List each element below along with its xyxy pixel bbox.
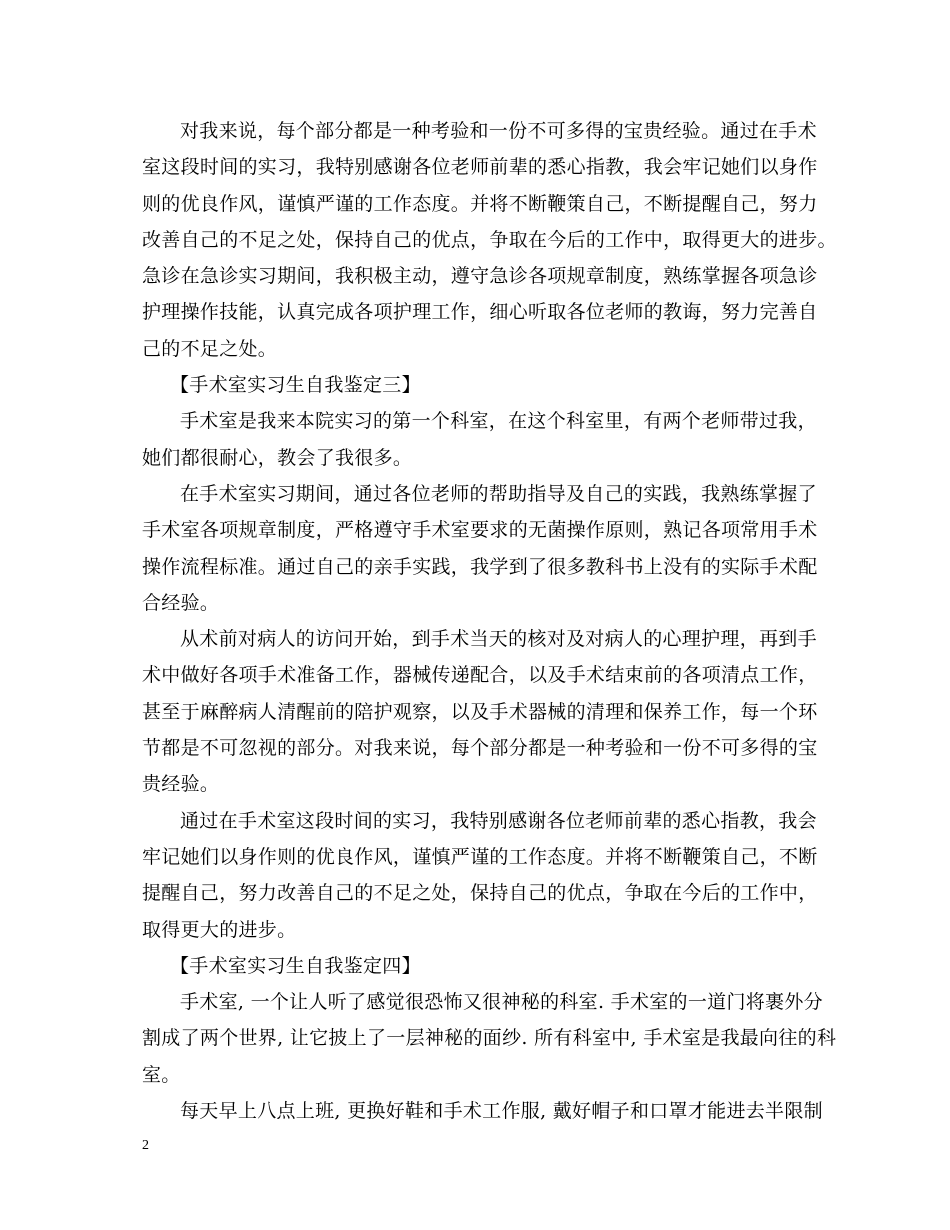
text-line: 手术室, 一个让人听了感觉很恐怖又很神秘的科室. 手术室的一道门将裹外分 — [180, 991, 823, 1014]
text-line: 每天早上八点上班, 更换好鞋和手术工作服, 戴好帽子和口罩才能进去半限制 — [180, 1100, 823, 1123]
text-line: 室这段时间的实习，我特别感谢各位老师前辈的悉心指教，我会牢记她们以身作 — [142, 156, 818, 179]
text-line: 手术室是我来本院实习的第一个科室，在这个科室里，有两个老师带过我， — [180, 410, 817, 433]
text-line: 合经验。 — [142, 591, 220, 614]
text-line: 护理操作技能，认真完成各项护理工作，细心听取各位老师的教诲，努力完善自 — [142, 301, 818, 324]
section-heading: 【手术室实习生自我鉴定四】 — [170, 954, 421, 977]
text-line: 对我来说，每个部分都是一种考验和一份不可多得的宝贵经验。通过在手术 — [180, 120, 817, 142]
text-line: 急诊在急诊实习期间，我积极主动，遵守急诊各项规章制度，熟练掌握各项急诊 — [142, 265, 818, 288]
text-line: 室。 — [142, 1063, 181, 1086]
text-line: 甚至于麻醉病人清醒前的陪护观察，以及手术器械的清理和保养工作，每一个环 — [142, 700, 818, 723]
text-line: 则的优良作风，谨慎严谨的工作态度。并将不断鞭策自己，不断提醒自己，努力 — [142, 192, 818, 215]
text-line: 通过在手术室这段时间的实习，我特别感谢各位老师前辈的悉心指教，我会 — [180, 809, 817, 832]
text-line: 她们都很耐心，教会了我很多。 — [142, 446, 413, 469]
text-line: 己的不足之处。 — [142, 337, 278, 360]
text-line: 提醒自己，努力改善自己的不足之处，保持自己的优点，争取在今后的工作中， — [142, 882, 818, 905]
text-line: 改善自己的不足之处，保持自己的优点，争取在今后的工作中，取得更大的进步。 — [142, 228, 837, 251]
text-line: 手术室各项规章制度，严格遵守手术室要求的无菌操作原则，熟记各项常用手术 — [142, 519, 818, 542]
text-line: 在手术室实习期间，通过各位老师的帮助指导及自己的实践，我熟练掌握了 — [180, 482, 817, 505]
section-heading: 【手术室实习生自我鉴定三】 — [170, 374, 421, 397]
text-line: 操作流程标准。通过自己的亲手实践，我学到了很多教科书上没有的实际手术配 — [142, 555, 818, 578]
document-body — [142, 113, 837, 1129]
text-line: 割成了两个世界, 让它披上了一层神秘的面纱. 所有科室中, 手术室是我最向往的科 — [142, 1027, 837, 1050]
text-line: 牢记她们以身作则的优良作风，谨慎严谨的工作态度。并将不断鞭策自己，不断 — [142, 845, 818, 868]
text-line: 节都是不可忽视的部分。对我来说，每个部分都是一种考验和一份不可多得的宝 — [142, 737, 818, 760]
text-line: 贵经验。 — [142, 773, 220, 796]
page-number: 2 — [142, 1138, 149, 1153]
text-line: 取得更大的进步。 — [142, 918, 297, 941]
text-line: 从术前对病人的访问开始，到手术当天的核对及对病人的心理护理，再到手 — [180, 628, 817, 651]
text-line: 术中做好各项手术准备工作，器械传递配合，以及手术结束前的各项清点工作， — [142, 664, 818, 687]
